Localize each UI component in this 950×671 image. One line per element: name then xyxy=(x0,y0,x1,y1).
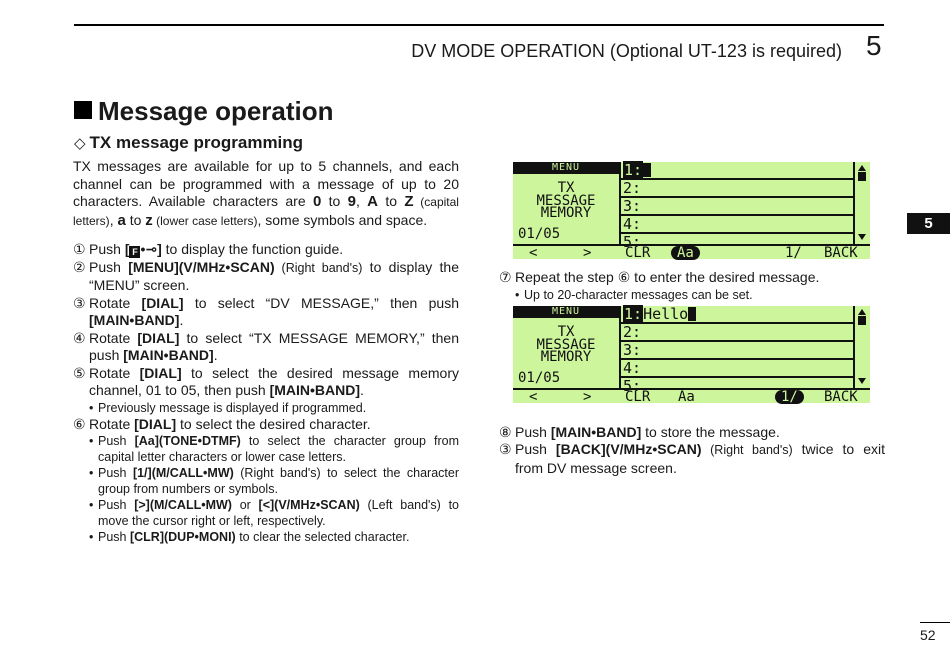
lcd-row-label: 4: xyxy=(623,215,642,233)
lcd-menu-tab: MENU xyxy=(513,162,619,174)
lcd-row-label: 5: xyxy=(623,377,642,395)
lcd-menu-line: MESSAGE xyxy=(536,192,596,209)
bullet-dot: • xyxy=(89,466,94,480)
lcd-page-indicator: 01/05 xyxy=(518,370,561,386)
step-text-part: Rotate xyxy=(89,415,135,432)
step-text-part: to store the message. xyxy=(641,423,780,440)
fn-aa-selected: Aa xyxy=(671,246,700,260)
lcd-menu-title xyxy=(513,182,619,220)
step-5-notes xyxy=(89,400,459,416)
fn-back: BACK xyxy=(824,389,858,405)
key-label: [MAIN•BAND] xyxy=(123,347,214,363)
step-text xyxy=(515,441,885,477)
step-text-part: twice to exit from DV message screen. xyxy=(515,441,885,476)
bullet-dot: • xyxy=(89,434,94,448)
key-label: [DIAL] xyxy=(139,364,182,381)
step-text-part: Push xyxy=(89,241,125,257)
lcd-menu-line: MEMORY xyxy=(540,349,592,365)
intro-text: , some symbols and space. xyxy=(257,211,428,228)
subtitle-text: TX message programming xyxy=(89,133,304,152)
bottom-rule xyxy=(920,622,950,623)
intro-char: 9 xyxy=(347,193,356,210)
key-label: [DIAL] xyxy=(134,415,177,432)
lcd-row xyxy=(621,216,853,234)
step-6 xyxy=(73,416,459,434)
step-text-part: to display the function guide. xyxy=(161,241,344,257)
bullet-item xyxy=(89,465,459,497)
section-header: DV MODE OPERATION (Optional UT-123 is required) xyxy=(411,41,842,61)
intro-note: (capital letters) xyxy=(73,195,459,228)
bullet-text xyxy=(98,529,459,545)
step-text-part: Push xyxy=(515,423,551,440)
lcd-row xyxy=(621,180,853,198)
intro-text: , xyxy=(109,211,118,228)
step-8 xyxy=(499,424,885,442)
bullet-text-part: Push xyxy=(98,498,135,512)
bullet-text-part: or xyxy=(231,498,259,512)
lcd-page-indicator: 01/05 xyxy=(518,226,561,242)
step-number: ⑤ xyxy=(73,364,86,381)
fn-numbers: 1/ xyxy=(785,245,802,261)
bullet-text-part: Push xyxy=(98,530,130,544)
note-item xyxy=(89,400,459,416)
lcd-row xyxy=(621,198,853,216)
bullet-item xyxy=(89,433,459,465)
key-label: [DIAL] xyxy=(141,294,184,311)
function-key-icon: F xyxy=(129,246,140,258)
step-number: ② xyxy=(73,258,86,275)
intro-char: a xyxy=(117,211,126,229)
fn-numbers-selected: 1/ xyxy=(775,390,804,404)
lcd-menu-panel xyxy=(513,162,621,244)
page-title xyxy=(74,96,334,127)
intro-char: Z xyxy=(404,193,414,210)
bullet-dot: • xyxy=(515,287,520,302)
lcd-row-label: 3: xyxy=(623,197,642,215)
fn-right-arrow: > xyxy=(583,245,592,261)
note-text: Up to 20-character messages can be set. xyxy=(524,287,753,302)
bullet-text-part: Push xyxy=(98,434,135,448)
lcd-row xyxy=(621,162,853,180)
step-number: ⑦ xyxy=(499,269,512,285)
scroll-down-arrow-icon xyxy=(858,234,866,240)
step-text-part: to select the desired character. xyxy=(176,415,371,432)
step-text xyxy=(89,295,459,330)
step-text-part: . xyxy=(360,382,364,398)
key-label: [>](M/CALL•MW) xyxy=(134,498,232,512)
lcd-screen-empty xyxy=(513,162,870,259)
key-label: [MAIN•BAND] xyxy=(269,382,361,398)
step-6-bullets xyxy=(89,433,459,545)
step-text xyxy=(515,424,885,442)
chapter-number: 5 xyxy=(866,30,882,61)
intro-note: (lower case letters) xyxy=(152,213,258,228)
page-title-text: Message operation xyxy=(98,96,334,126)
step-text-part: to display the “MENU” screen. xyxy=(89,258,459,293)
lcd-menu-line: TX xyxy=(557,180,575,196)
key-label: [1/](M/CALL•MW) xyxy=(132,466,234,480)
step-number: ① xyxy=(73,241,86,257)
band-note: (Right band's) xyxy=(274,260,363,275)
step-text xyxy=(89,416,459,434)
page-number: 52 xyxy=(920,627,936,643)
key-label: [MAIN•BAND] xyxy=(89,312,180,328)
key-label: [<](V/MHz•SCAN) xyxy=(258,498,360,512)
step-number: ⑥ xyxy=(73,415,86,432)
step-4 xyxy=(73,330,459,365)
lcd-function-bar xyxy=(513,244,870,261)
intro-char: z xyxy=(145,211,153,229)
lcd-row-label: 2: xyxy=(623,179,642,197)
lcd-row-label: 4: xyxy=(623,359,642,377)
key-label: [DIAL] xyxy=(137,329,180,346)
lcd-menu-line: MEMORY xyxy=(540,205,592,221)
step-text-part: Rotate xyxy=(89,294,142,311)
step-number: ⑧ xyxy=(499,423,512,440)
bullet-item xyxy=(89,497,459,529)
intro-char: A xyxy=(367,193,379,210)
intro-text: to xyxy=(321,193,348,209)
key-label: [MAIN•BAND] xyxy=(550,423,642,440)
step-1 xyxy=(73,241,459,259)
bullet-text-part: (Right band's) to select the character group from numbers or symbols. xyxy=(98,466,459,496)
step-text-part: to select the desired message memory channel, 01 to 05, then push xyxy=(89,364,459,398)
step-text: Repeat the step ⑥ to enter the desired message. xyxy=(515,269,820,285)
step-text-part: to select “TX MESSAGE MEMORY,” then push xyxy=(89,329,459,363)
spacer xyxy=(499,303,885,424)
top-rule xyxy=(74,24,884,26)
key-label: [Aa](TONE•DTMF) xyxy=(134,434,241,448)
lcd-row-label-selected: 1: xyxy=(624,161,643,179)
step-text-part: Rotate xyxy=(89,364,140,381)
step-3 xyxy=(73,295,459,330)
note-text: Previously message is displayed if programmed. xyxy=(98,400,367,415)
bullet-dot: • xyxy=(89,530,94,544)
step-text xyxy=(89,259,459,295)
fn-clr: CLR xyxy=(625,389,651,405)
step-text xyxy=(89,241,459,259)
steps-right xyxy=(499,269,885,477)
diamond-bullet-icon: ◇ xyxy=(74,135,86,152)
step-text-part: . xyxy=(179,312,184,328)
step-number: ③ xyxy=(499,441,512,457)
lcd-row-label: 2: xyxy=(623,323,642,341)
fn-back: BACK xyxy=(824,245,858,261)
intro-text: , xyxy=(355,193,368,209)
square-bullet-icon xyxy=(74,101,92,119)
bullet-text-part: (Left band's) to move the cursor right or left, respectively. xyxy=(98,498,459,528)
lcd-row-label: 5: xyxy=(623,233,642,251)
key-label: •⊸] xyxy=(140,241,162,257)
step-text-part: Rotate xyxy=(89,329,138,346)
bullet-dot: • xyxy=(89,498,94,512)
scroll-thumb xyxy=(858,172,866,181)
step-text-part: to select “DV MESSAGE,” then push xyxy=(183,294,459,311)
bullet-text-part: Push xyxy=(98,466,133,480)
scroll-up-arrow-icon xyxy=(858,165,866,171)
fn-left-arrow: < xyxy=(529,389,538,405)
band-note: (Right band's) xyxy=(701,443,793,457)
lcd-menu-line: MESSAGE xyxy=(536,336,596,353)
step-7-notes xyxy=(515,287,885,303)
intro-text: to xyxy=(378,193,405,209)
key-label: [ xyxy=(124,241,130,257)
fn-aa: Aa xyxy=(678,389,695,405)
lcd-menu-line: TX xyxy=(557,324,575,340)
intro-paragraph xyxy=(73,158,459,230)
step-9 xyxy=(499,441,885,477)
intro-char: 0 xyxy=(312,193,322,210)
note-item xyxy=(515,287,885,303)
fn-clr: CLR xyxy=(625,245,651,261)
step-text xyxy=(89,365,459,400)
step-text-part: . xyxy=(213,347,218,363)
step-text-part: Push xyxy=(515,441,556,457)
lcd-message-rows xyxy=(621,161,853,251)
chapter-side-tab: 5 xyxy=(907,213,950,234)
lcd-row-label-selected: 1: xyxy=(624,305,643,323)
step-5 xyxy=(73,365,459,400)
bullet-text xyxy=(98,465,459,497)
step-text xyxy=(89,330,459,365)
key-label: [MENU](V/MHz•SCAN) xyxy=(128,258,275,275)
bullet-text xyxy=(98,433,459,465)
step-2 xyxy=(73,259,459,295)
lcd-scrollbar xyxy=(853,162,870,244)
lcd-menu-tab: MENU xyxy=(513,306,619,318)
bullet-item xyxy=(89,529,459,545)
lcd-row-label: 3: xyxy=(623,341,642,359)
key-label: [CLR](DUP•MONI) xyxy=(129,530,236,544)
section-subtitle xyxy=(74,133,303,153)
bullet-text xyxy=(98,497,459,529)
step-number: ③ xyxy=(73,294,86,311)
bullet-dot: • xyxy=(89,400,94,415)
steps-left xyxy=(73,241,459,545)
bullet-text-part: to clear the selected character. xyxy=(235,530,410,544)
step-number: ④ xyxy=(73,329,86,346)
cursor-block-icon xyxy=(643,163,651,177)
key-label: [BACK](V/MHz•SCAN) xyxy=(555,441,702,457)
fn-left-arrow: < xyxy=(529,245,538,261)
intro-text: TX messages are available for up to 5 channels, and each channel can be programmed with a message of up to 20 characters. Available characters are xyxy=(73,158,459,209)
intro-text: to xyxy=(125,211,146,228)
fn-right-arrow: > xyxy=(583,389,592,405)
step-7 xyxy=(499,269,885,287)
step-text-part: Push xyxy=(89,258,129,275)
lcd-row-text: Hello xyxy=(643,305,689,323)
bullet-text-part: to select the character group from capital letter characters or lower case letters. xyxy=(98,434,460,464)
